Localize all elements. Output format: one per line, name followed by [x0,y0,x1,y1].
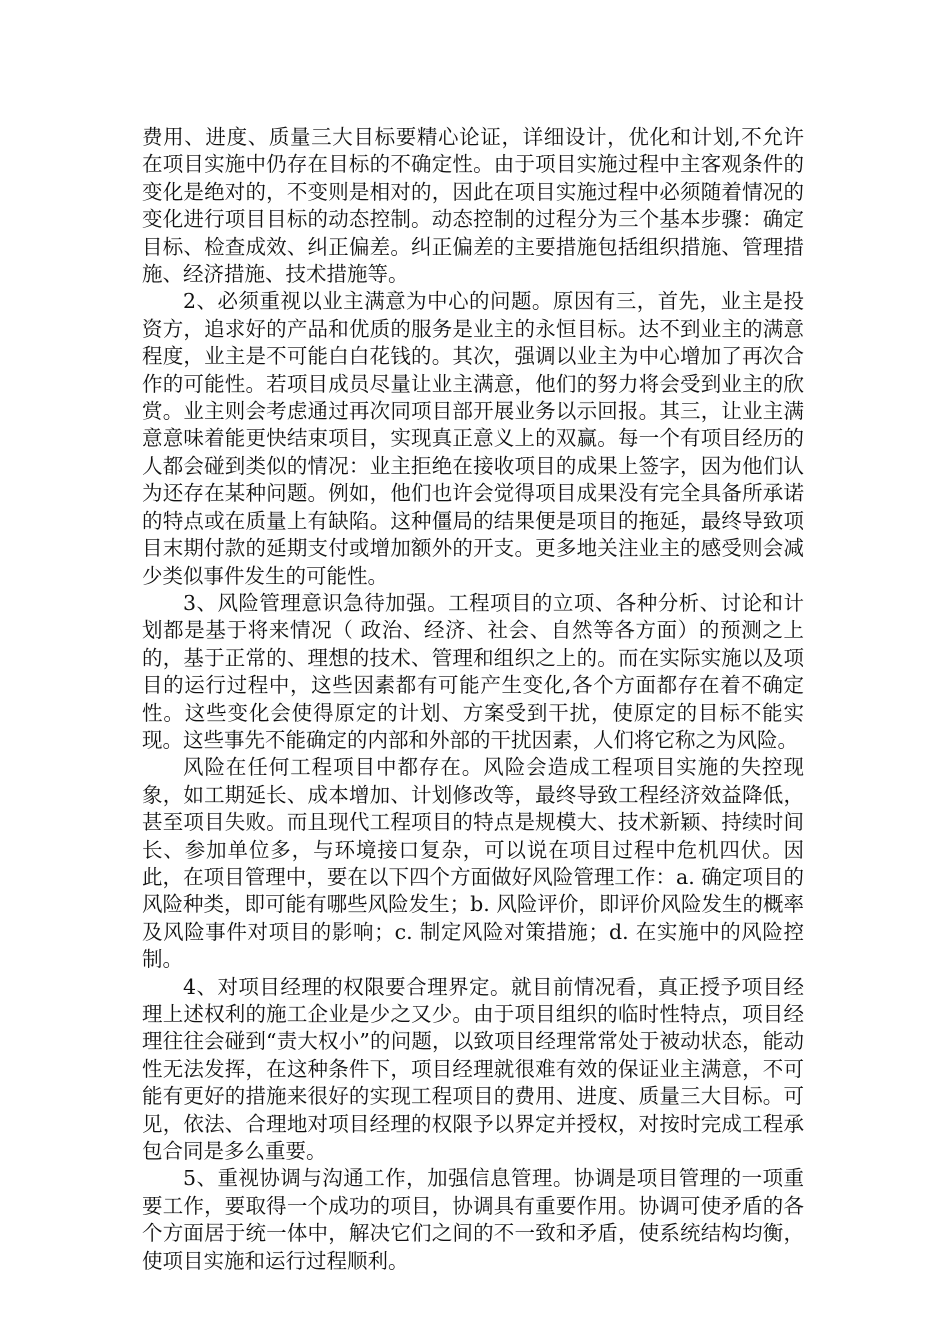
paragraph-risk-awareness: 3、风险管理意识急待加强。工程项目的立项、各种分析、讨论和计划都是基于将来情况（ 政治、经济、社会、自然等各方面）的预测之上的，基于正常的、理想的技术、管理和组织之上的。而在实际实施以及项目的运行过程中，这些因素都有可能产生变化,各个方面都存在着不确定性。这些变化会使得原定的计划、方案受到干扰，使原定的目标不能实现。这些事先不能确定的内部和外部的干扰因素，人们将它称之为风险。 [142,590,804,752]
paragraph-risk-management: 风险在任何工程项目中都存在。风险会造成工程项目实施的失控现象，如工期延长、成本增加、计划修改等，最终导致工程经济效益降低，甚至项目失败。而且现代工程项目的特点是规模大、技术新颖、持续时间长、参加单位多，与环境接口复杂，可以说在项目过程中危机四伏。因此，在项目管理中，要在以下四个方面做好风险管理工作：a. 确定项目的风险种类，即可能有哪些风险发生；b. 风险评价，即评价风险发生的概率及风险事件对项目的影响；c. 制定风险对策措施；d. 在实施中的风险控制。 [142,755,804,972]
document-page [142,124,804,1275]
paragraph-continuation: 费用、进度、质量三大目标要精心论证，详细设计，优化和计划,不允许在项目实施中仍存在目标的不确定性。由于项目实施过程中主客观条件的变化是绝对的，不变则是相对的，因此在项目实施过程中必须随着情况的变化进行项目目标的动态控制。动态控制的过程分为三个基本步骤：确定目标、检查成效、纠正偏差。纠正偏差的主要措施包括组织措施、管理措施、经济措施、技术措施等。 [142,125,804,287]
paragraph-owner-satisfaction: 2、必须重视以业主满意为中心的问题。原因有三，首先，业主是投资方，追求好的产品和优质的服务是业主的永恒目标。达不到业主的满意程度，业主是不可能白白花钱的。其次，强调以业主为中心增加了再次合作的可能性。若项目成员尽量让业主满意，他们的努力将会受到业主的欣赏。业主则会考虑通过再次同项目部开展业务以示回报。其三，让业主满意意味着能更快结束项目，实现真正意义上的双赢。每一个有项目经历的人都会碰到类似的情况：业主拒绝在接收项目的成果上签字，因为他们认为还存在某种问题。例如，他们也许会觉得项目成果没有完全具备所承诺的特点或在质量上有缺陷。这种僵局的结果便是项目的拖延，最终导致项目末期付款的延期支付或增加额外的开支。更多地关注业主的感受则会减少类似事件发生的可能性。 [142,289,804,588]
paragraph-coordination: 5、重视协调与沟通工作，加强信息管理。协调是项目管理的一项重要工作，要取得一个成功的项目，协调具有重要作用。协调可使矛盾的各个方面居于统一体中，解决它们之间的不一致和矛盾，使系统结构均衡，使项目实施和运行过程顺利。 [142,1166,804,1273]
paragraph-manager-authority: 4、对项目经理的权限要合理界定。就目前情况看，真正授予项目经理上述权利的施工企业是少之又少。由于项目组织的临时性特点，项目经理往往会碰到“责大权小”的问题，以致项目经理常常处于被动状态，能动性无法发挥，在这种条件下，项目经理就很难有效的保证业主满意，不可能有更好的措施来很好的实现工程项目的费用、进度、质量三大目标。可见，依法、合理地对项目经理的权限予以界定并授权，对按时完成工程承包合同是多么重要。 [142,974,804,1164]
